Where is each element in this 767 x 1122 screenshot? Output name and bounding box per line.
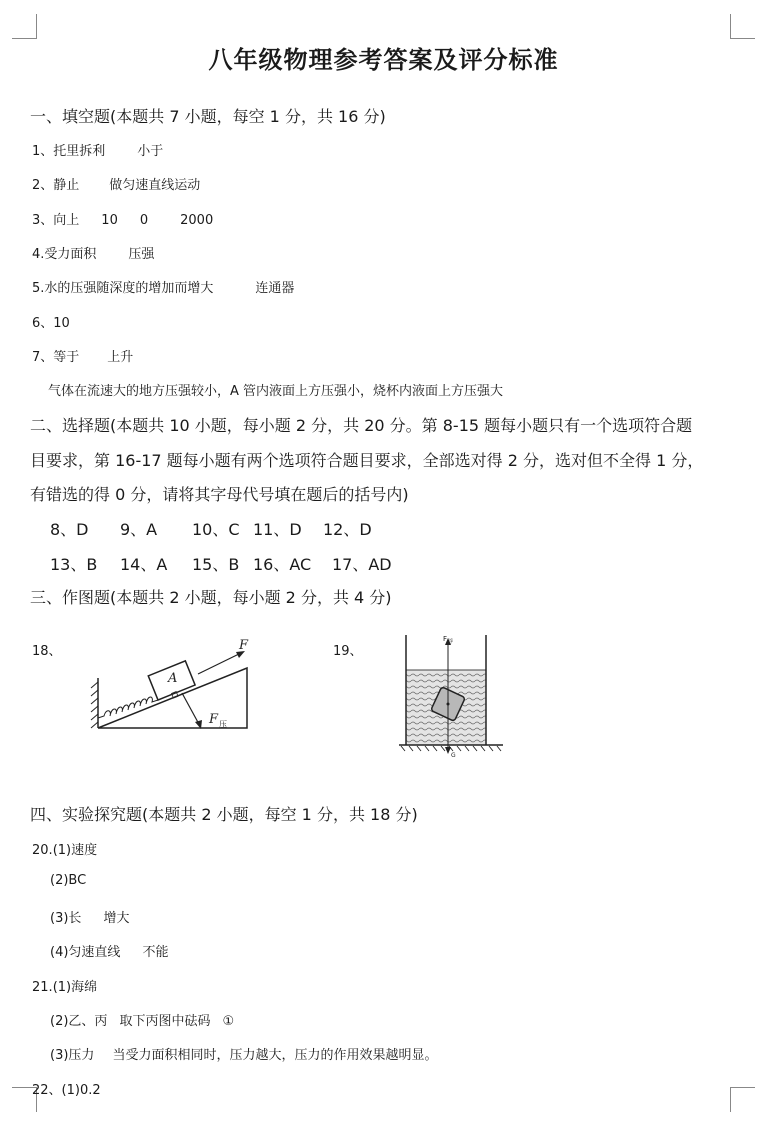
answer-q22-1: [32, 1079, 101, 1098]
page-corner-mark: [730, 1087, 755, 1112]
answer-text: BC: [68, 873, 87, 888]
answer-text: 匀速直线: [68, 945, 121, 960]
force-f-label: F: [239, 638, 249, 653]
answer-text: 10: [53, 316, 70, 331]
answer-text: 乙、丙: [68, 1014, 108, 1029]
part-number: (1): [52, 843, 72, 858]
section-1-heading: 一、填空题(本题共 7 小题，每空 1 分，共 16 分): [30, 107, 386, 126]
question-number: 6、: [32, 316, 54, 331]
choice-answer: 16、AC: [253, 555, 312, 574]
answer-text: ①: [222, 1014, 235, 1029]
section-2-heading-line-2: 目要求，第 16-17 题每小题有两个选项符合题目要求，全部选对得 2 分，选对但不全得 1 分，: [30, 451, 704, 470]
question-number: 22、: [32, 1083, 62, 1098]
answer-text: 静止: [53, 178, 80, 193]
answer-q4: [32, 243, 154, 262]
buoyancy-subscript: 浮: [448, 639, 454, 645]
question-number: 21.: [32, 980, 53, 995]
section-4-heading: 四、实验探究题(本题共 2 小题，每空 1 分，共 18 分): [30, 805, 418, 824]
figure-18-incline-diagram: [80, 630, 280, 740]
question-number: 1、: [32, 144, 54, 159]
answer-text: 海绵: [71, 980, 98, 995]
section-2-heading-line-1: 二、选择题(本题共 10 小题，每小题 2 分，共 20 分。第 8-15 题每小题只有一个选项符合题: [30, 416, 693, 435]
answer-q3: [32, 209, 213, 228]
answer-q5: [32, 277, 294, 296]
block-label: A: [168, 671, 178, 686]
question-number: 2、: [32, 178, 54, 193]
figure-18-number: 18、: [32, 644, 62, 659]
part-number: (2): [50, 1014, 69, 1029]
answer-q6: [32, 312, 70, 331]
part-number: (1): [52, 980, 72, 995]
section-3-heading: 三、作图题(本题共 2 小题，每小题 2 分，共 4 分): [30, 588, 392, 607]
answer-text: 增大: [103, 911, 130, 926]
part-number: (3): [50, 911, 69, 926]
answer-text: 受力面积: [44, 247, 97, 262]
question-number: 7、: [32, 350, 54, 365]
page-corner-mark: [730, 14, 755, 39]
answer-q7: [32, 346, 133, 365]
answer-text: 压力: [68, 1048, 95, 1063]
part-number: (3): [50, 1048, 69, 1063]
page-title: 八年级物理参考答案及评分标准: [208, 46, 559, 74]
question-number: 4.: [32, 247, 45, 262]
part-number: (1): [61, 1083, 80, 1098]
force-pressure-label: F: [209, 712, 219, 727]
choice-answer: 11、D: [253, 520, 302, 539]
answer-text: 速度: [71, 843, 98, 858]
answer-text: 取下丙图中砝码: [119, 1014, 211, 1029]
answer-text: 当受力面积相同时，压力越大，压力的作用效果越明显。: [112, 1048, 438, 1063]
question-number: 20.: [32, 843, 53, 858]
answer-text: 连通器: [255, 281, 295, 296]
question-number: 5.: [32, 281, 45, 296]
answer-text: 0: [139, 213, 149, 228]
buoyancy-label: F: [443, 635, 448, 643]
choice-answer: 8、D: [50, 520, 89, 539]
figure-19-buoyancy-diagram: [395, 630, 510, 758]
answer-text: 0.2: [79, 1083, 101, 1098]
choice-answer: 13、B: [50, 555, 98, 574]
answer-text: 10: [101, 213, 118, 228]
answer-q21-3: [50, 1044, 437, 1063]
answer-text: 长: [68, 911, 82, 926]
answer-q2: [32, 174, 200, 193]
page-corner-mark: [12, 14, 37, 39]
answer-text: 托里拆利: [53, 144, 106, 159]
answer-text: 压强: [128, 247, 155, 262]
answer-text: 上升: [107, 350, 134, 365]
gravity-label: G: [451, 752, 456, 758]
choice-answer: 15、B: [192, 555, 240, 574]
answer-text: 做匀速直线运动: [109, 178, 201, 193]
answer-text: 水的压强随深度的增加而增大: [44, 281, 214, 296]
choice-answer: 10、C: [192, 520, 240, 539]
figure-19-number: 19、: [333, 644, 363, 659]
answer-q20-1: [32, 839, 97, 858]
choice-answer: 17、AD: [332, 555, 392, 574]
answer-text: 不能: [142, 945, 169, 960]
choice-answer: 9、A: [120, 520, 158, 539]
part-number: (4): [50, 945, 69, 960]
choice-answer: 14、A: [120, 555, 168, 574]
answer-text: 2000: [180, 213, 214, 228]
answer-q20-2: [50, 873, 86, 888]
answer-q1: [32, 140, 163, 159]
part-number: (2): [50, 873, 69, 888]
force-pressure-subscript: 压: [219, 720, 227, 729]
answer-text: 向上: [53, 213, 80, 228]
choice-answer: 12、D: [323, 520, 372, 539]
answer-q7-explanation: 气体在流速大的地方压强较小，A 管内液面上方压强小，烧杯内液面上方压强大: [48, 384, 504, 399]
answer-q20-3: [50, 907, 129, 926]
answer-q21-2: [50, 1010, 234, 1029]
question-number: 3、: [32, 213, 54, 228]
answer-text: 等于: [53, 350, 80, 365]
answer-q21-1: [32, 976, 97, 995]
answer-q20-4: [50, 941, 168, 960]
section-2-heading-line-3: 有错选的得 0 分，请将其字母代号填在题后的括号内): [30, 485, 409, 504]
answer-text: 小于: [137, 144, 164, 159]
